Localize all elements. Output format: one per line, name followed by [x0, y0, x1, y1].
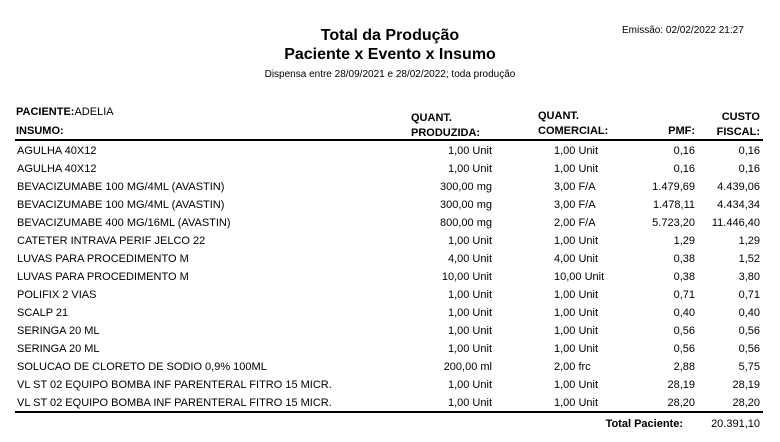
insumo-name-cell: VL ST 02 EQUIPO BOMBA INF PARENTERAL FITRO 15 MICR.: [17, 379, 332, 391]
pmf-cell: 5.723,20: [652, 217, 695, 229]
insumo-table-body: [0, 143, 780, 413]
quant-produzida-cell: 1,00 Unit: [447, 325, 492, 337]
pmf-cell: 0,16: [673, 163, 695, 175]
header-divider: [15, 139, 763, 141]
insumo-column-header: INSUMO:: [16, 125, 64, 137]
quant-produzida-cell: 1,00 Unit: [447, 145, 492, 157]
quant-comercial-cell: 1,00 Unit: [554, 325, 599, 337]
custo-fiscal-cell: 3,80: [738, 271, 760, 283]
pmf-cell: 1.479,69: [652, 181, 695, 193]
custo-fiscal-cell: 4.434,34: [717, 199, 760, 211]
table-row: [0, 323, 780, 341]
quant-comercial-cell: 1,00 Unit: [554, 343, 599, 355]
insumo-name-cell: CATETER INTRAVA PERIF JELCO 22: [17, 235, 206, 247]
pmf-cell: 2,88: [673, 361, 695, 373]
quant-produzida-header-line2: PRODUZIDA:: [411, 127, 481, 139]
patient-header: [16, 106, 114, 118]
insumo-name-cell: SERINGA 20 ML: [17, 325, 100, 337]
insumo-name-cell: AGULHA 40X12: [17, 145, 97, 157]
quant-comercial-cell: 1,00 Unit: [554, 235, 599, 247]
custo-fiscal-cell: 0,56: [738, 325, 760, 337]
insumo-name-cell: SERINGA 20 ML: [17, 343, 100, 355]
quant-produzida-cell: 1,00 Unit: [447, 307, 492, 319]
patient-label: PACIENTE:: [16, 106, 75, 118]
custo-fiscal-cell: 4.439,06: [717, 181, 760, 193]
quant-produzida-cell: 200,00 ml: [443, 361, 492, 373]
table-row: [0, 251, 780, 269]
custo-fiscal-cell: 5,75: [738, 361, 760, 373]
quant-comercial-cell: 2,00 frc: [554, 361, 591, 373]
table-row: [0, 215, 780, 233]
table-row: [0, 197, 780, 215]
quant-comercial-header-line1: QUANT.: [538, 110, 579, 122]
quant-produzida-cell: 4,00 Unit: [447, 253, 492, 265]
custo-fiscal-cell: 0,71: [738, 289, 760, 301]
quant-produzida-cell: 1,00 Unit: [447, 289, 492, 301]
quant-produzida-cell: 800,00 mg: [440, 217, 492, 229]
table-row: [0, 161, 780, 179]
total-label: Total Paciente:: [605, 418, 683, 430]
report-subtitle: Paciente x Evento x Insumo: [284, 46, 496, 63]
table-row: [0, 359, 780, 377]
custo-fiscal-cell: 0,56: [738, 343, 760, 355]
custo-fiscal-cell: 11.446,40: [711, 217, 760, 229]
total-value: 20.391,10: [711, 418, 760, 430]
custo-fiscal-column-header: [717, 110, 760, 140]
pmf-cell: 0,71: [673, 289, 695, 301]
quant-comercial-cell: 1,00 Unit: [554, 307, 599, 319]
pmf-cell: 0,56: [673, 343, 695, 355]
pmf-cell: 0,38: [673, 253, 695, 265]
custo-fiscal-cell: 1,52: [738, 253, 760, 265]
patient-name: ADELIA: [74, 106, 114, 118]
custo-fiscal-cell: 28,19: [732, 379, 760, 391]
quant-produzida-header-line1: QUANT.: [411, 112, 452, 124]
custo-header-line1: CUSTO: [721, 111, 760, 123]
insumo-name-cell: BEVACIZUMABE 400 MG/16ML (AVASTIN): [17, 217, 231, 229]
quant-produzida-cell: 10,00 Unit: [441, 271, 492, 283]
quant-comercial-cell: 3,00 F/A: [554, 181, 596, 193]
report-title: Total da Produção: [320, 27, 460, 44]
insumo-name-cell: SOLUCAO DE CLORETO DE SODIO 0,9% 100ML: [17, 361, 267, 373]
table-row: [0, 305, 780, 323]
quant-comercial-cell: 1,00 Unit: [554, 289, 599, 301]
custo-fiscal-cell: 28,20: [732, 397, 760, 409]
quant-comercial-cell: 10,00 Unit: [554, 271, 605, 283]
custo-fiscal-cell: 0,40: [738, 307, 760, 319]
pmf-cell: 0,40: [673, 307, 695, 319]
quant-comercial-cell: 3,00 F/A: [554, 199, 596, 211]
quant-produzida-column-header: [411, 111, 480, 141]
pmf-cell: 28,20: [667, 397, 695, 409]
custo-fiscal-cell: 0,16: [738, 145, 760, 157]
table-row: [0, 341, 780, 359]
insumo-name-cell: LUVAS PARA PROCEDIMENTO M: [17, 271, 189, 283]
quant-produzida-cell: 1,00 Unit: [447, 163, 492, 175]
pmf-cell: 0,16: [673, 145, 695, 157]
quant-comercial-cell: 1,00 Unit: [554, 397, 599, 409]
pmf-cell: 28,19: [667, 379, 695, 391]
quant-comercial-cell: 1,00 Unit: [554, 145, 599, 157]
report-period: Dispensa entre 28/09/2021 e 28/02/2022; toda produção: [264, 69, 516, 80]
quant-comercial-column-header: [538, 109, 608, 139]
custo-fiscal-cell: 0,16: [738, 163, 760, 175]
custo-fiscal-cell: 1,29: [738, 235, 760, 247]
pmf-cell: 1,29: [673, 235, 695, 247]
table-row: [0, 233, 780, 251]
insumo-name-cell: VL ST 02 EQUIPO BOMBA INF PARENTERAL FITRO 15 MICR.: [17, 397, 332, 409]
quant-comercial-cell: 2,00 F/A: [554, 217, 596, 229]
table-row: [0, 377, 780, 395]
quant-comercial-cell: 1,00 Unit: [554, 379, 599, 391]
table-row: [0, 287, 780, 305]
pmf-cell: 1.478,11: [652, 199, 695, 211]
quant-comercial-cell: 1,00 Unit: [554, 163, 599, 175]
insumo-name-cell: LUVAS PARA PROCEDIMENTO M: [17, 253, 189, 265]
insumo-name-cell: POLIFIX 2 VIAS: [17, 289, 97, 301]
quant-produzida-cell: 300,00 mg: [440, 181, 492, 193]
pmf-cell: 0,56: [673, 325, 695, 337]
emission-date: Emissão: 02/02/2022 21:27: [622, 25, 744, 36]
quant-produzida-cell: 1,00 Unit: [447, 397, 492, 409]
quant-comercial-cell: 4,00 Unit: [554, 253, 599, 265]
quant-produzida-cell: 300,00 mg: [440, 199, 492, 211]
table-row: [0, 269, 780, 287]
quant-produzida-cell: 1,00 Unit: [447, 343, 492, 355]
insumo-name-cell: BEVACIZUMABE 100 MG/4ML (AVASTIN): [17, 181, 225, 193]
quant-produzida-cell: 1,00 Unit: [447, 379, 492, 391]
table-row: [0, 143, 780, 161]
pmf-column-header: PMF:: [668, 125, 695, 137]
insumo-name-cell: SCALP 21: [17, 307, 69, 319]
custo-header-line2: FISCAL:: [716, 126, 760, 138]
pmf-cell: 0,38: [673, 271, 695, 283]
quant-comercial-header-line2: COMERCIAL:: [538, 125, 609, 137]
insumo-name-cell: BEVACIZUMABE 100 MG/4ML (AVASTIN): [17, 199, 225, 211]
total-divider: [15, 411, 763, 413]
insumo-name-cell: AGULHA 40X12: [17, 163, 97, 175]
quant-produzida-cell: 1,00 Unit: [447, 235, 492, 247]
table-row: [0, 179, 780, 197]
